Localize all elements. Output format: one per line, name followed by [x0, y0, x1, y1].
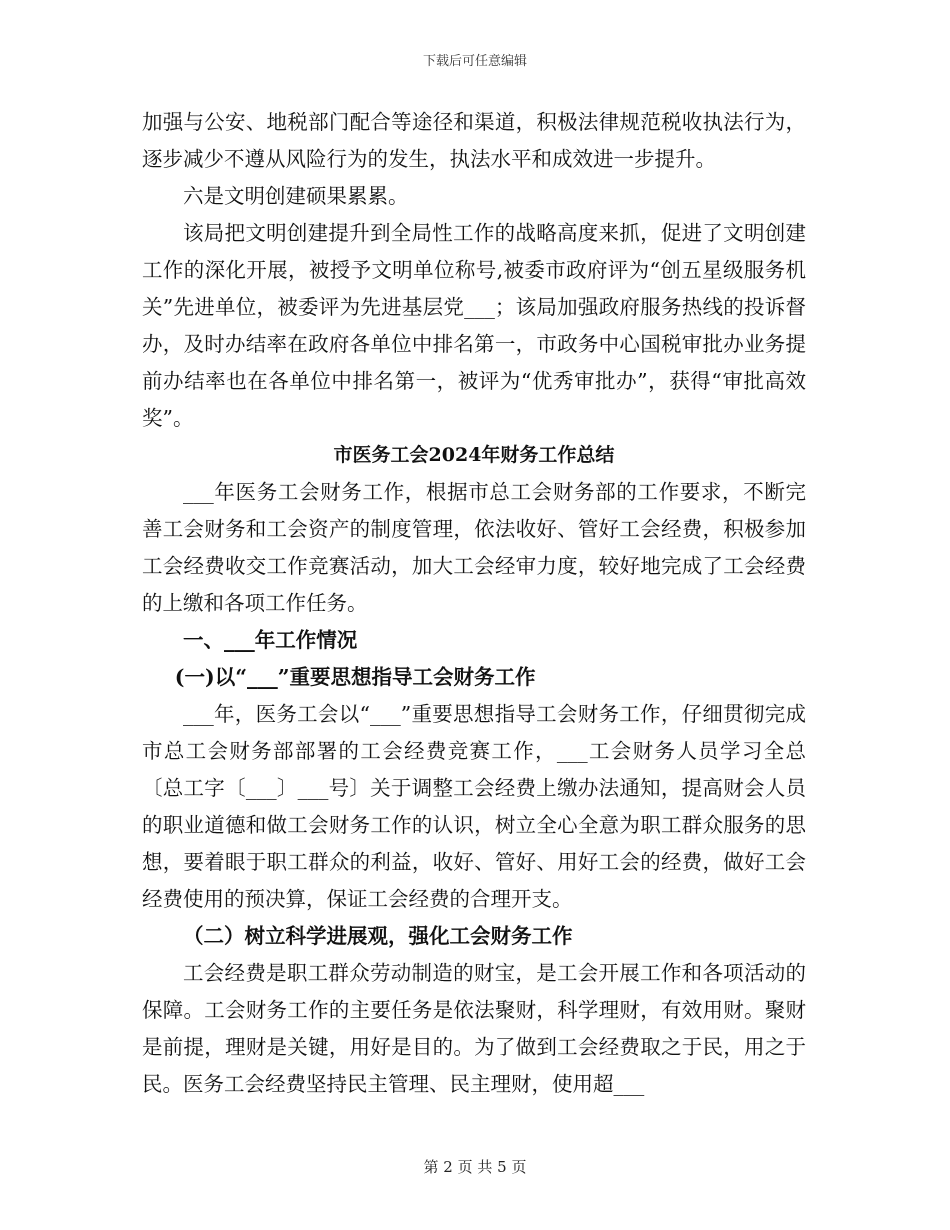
paragraph-1: 加强与公安、地税部门配合等途径和渠道，积极法律规范税收执法行为，逐步减少不遵从风险行为的发生，执法水平和成效进一步提升。 [142, 110, 806, 171]
paragraph-2: 六是文明创建硕果累累。 [183, 184, 409, 208]
paragraph-5: ___年，医务工会以“___”重要思想指导工会财务工作，仔细贯彻完成市总工会财务部部署的工会经费竞赛工作，___工会财务人员学习全总〔总工字〔___〕___号〕关于调整工会经费上缴办法通知，提高财会人员的职业道德和做工会财务工作的认识，树立全心全意为职工群众服务的思想，要着眼于职工群众的利益，收好、管好、用好工会的经费，做好工会经费使用的预决算，保证工会经费的合理开支。 [142, 702, 806, 911]
document-body [142, 104, 806, 1103]
paragraph-6: 工会经费是职工群众劳动制造的财宝，是工会开展工作和各项活动的保障。工会财务工作的主要任务是依法聚财，科学理财，有效用财。聚财是前提，理财是关键，用好是目的。为了做到工会经费取之于民，用之于民。医务工会经费坚持民主管理、民主理财，使用超___ [142, 961, 806, 1096]
document-title: 市医务工会2024年财务工作总结 [333, 444, 615, 466]
section-heading-1-1: (一)以“___”重要思想指导工会财务工作 [174, 665, 536, 689]
page-header-note: 下载后可任意编辑 [422, 54, 527, 69]
paragraph-4: ___年医务工会财务工作，根据市总工会财务部的工作要求，不断完善工会财务和工会资产的制度管理，依法收好、管好工会经费，积极参加工会经费收交工作竞赛活动，加大工会经审力度，较好地完成了工会经费的上缴和各项工作任务。 [142, 480, 806, 615]
page-number: 第 2 页 共 5 页 [423, 1158, 527, 1176]
section-heading-1-2: （二）树立科学进展观，强化工会财务工作 [183, 924, 573, 948]
section-heading-1: 一、___年工作情况 [183, 628, 358, 652]
paragraph-3: 该局把文明创建提升到全局性工作的战略高度来抓，促进了文明创建工作的深化开展，被授予文明单位称号,被委市政府评为“创五星级服务机关”先进单位，被委评为先进基层党___；该局加强政府服务热线的投诉督办，及时办结率在政府各单位中排名第一，市政务中心国税审批办业务提前办结率也在各单位中排名第一，被评为“优秀审批办”，获得“审批高效奖”。 [142, 221, 806, 430]
